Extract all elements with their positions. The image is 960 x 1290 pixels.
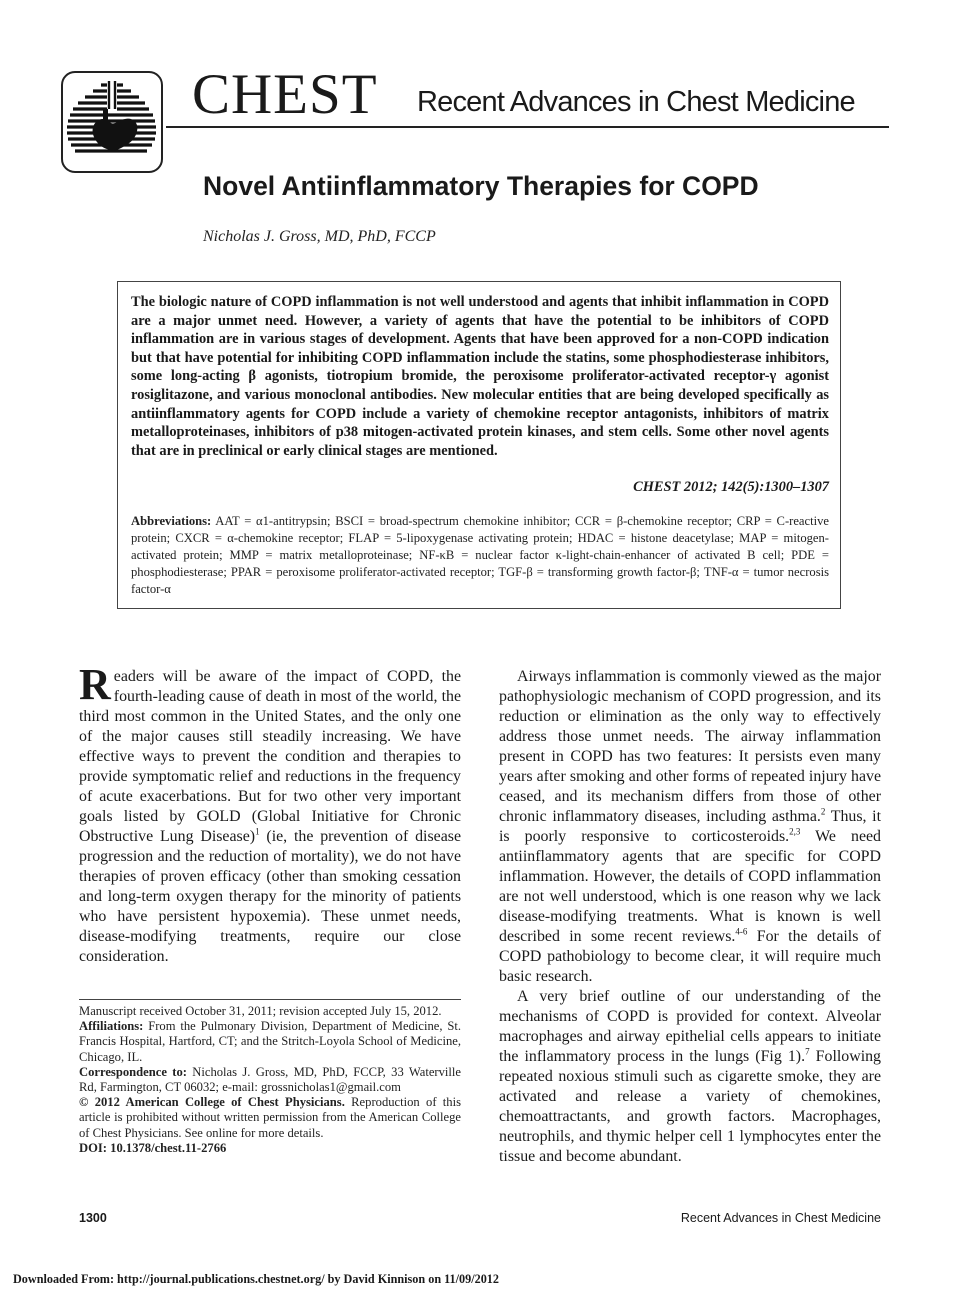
body-column-left — [79, 660, 461, 967]
paragraph — [79, 660, 461, 967]
doi-note — [79, 1141, 461, 1156]
reference-marker[interactable]: 2 — [820, 806, 826, 817]
copyright-label: © 2012 American College of Chest Physicians. — [79, 1095, 345, 1110]
running-title: Recent Advances in Chest Medicine — [680, 1211, 881, 1225]
chest-lungs-logo-icon — [63, 73, 161, 171]
affiliations-label: Affiliations: — [79, 1019, 144, 1034]
journal-logo — [61, 71, 163, 173]
reference-marker[interactable]: 4-6 — [735, 926, 748, 937]
doi-label: DOI: — [79, 1140, 107, 1155]
abstract-citation: CHEST 2012; 142(5):1300–1307 — [633, 479, 829, 495]
abbreviations-text: AAT = α1-antitrypsin; BSCI = broad-spectrum chemokine inhibitor; CCR = β-chemokine receptor; CRP = C-reactive protein; CXCR = α-chemokine receptor; FLAP = 5-lipoxygenase activating protein; HDAC = histone deacetylase; MAP = mitogen-activated protein; MMP = matrix metalloproteinase; NF-κB = nuclear factor κ-light-chain-enhancer of activated B cell; PDE = phosphodiesterase; PPAR = peroxisome proliferator-activated receptor; TGF-β = transforming growth factor-β; TNF-α = tumor necrosis factor-α — [131, 514, 829, 596]
text-run: Following repeated noxious stimuli such as cigarette smoke, they are activated and release a variety of chemokines, chemoattractants, and growth factors. Macrophages, neutrophils, and thymic helper cell 1 lymphocytes enter the tissue and become abundant. — [499, 1048, 882, 1165]
text-run: (ie, the prevention of disease progression and the reduction of mortality), we do not have therapies of proven efficacy (other than smoking cessation and long-term oxygen therapy for the minority of patients who have persistent hypoxemia). These unmet needs, disease-modifying treatments, require our close consideration. — [79, 828, 461, 965]
article-title: Novel Antiinflammatory Therapies for COPD — [203, 171, 759, 201]
reference-marker[interactable]: 7 — [805, 1046, 810, 1057]
paragraph — [499, 987, 881, 1167]
download-line: Downloaded From: http://journal.publications.chestnet.org/ by David Kinnison on 11/09/2012 — [13, 1272, 499, 1286]
text-run: We need antiinflammatory agents that are specific for COPD inflammation. However, the details of COPD inflammation are not well understood, which is one reason why we lack disease-modifying treatments. What is known is well described in some recent reviews. — [499, 828, 882, 945]
abbreviations-label: Abbreviations: — [131, 514, 212, 528]
text-run: For the details of COPD pathobiology to become clear, it will require much basic research. — [499, 928, 881, 985]
text-run: A very brief outline of our understanding of the mechanisms of COPD is provided for context. Alveolar macrophages and airway epithelial cells appears to initiate the inflammatory process in the lungs (Fig 1). — [499, 988, 881, 1065]
affiliations-note — [79, 1019, 461, 1065]
text-run: eaders will be aware of the impact of COPD, the fourth-leading cause of death in most of the world, the third most common in the United States, and the only one of the major causes still steadily increasing. We have effective ways to prevent the condition and therapies to provide symptomatic relief and reductions in the frequency of acute exacerbations. But for two other very important goals listed by GOLD (Global Initiative for Chronic Obstructive Lung Disease) — [79, 668, 461, 845]
text-run: Thus, it is poorly responsive to corticosteroids. — [499, 808, 881, 845]
header-rule — [166, 126, 889, 128]
series-title: Recent Advances in Chest Medicine — [417, 86, 855, 118]
correspondence-note — [79, 1065, 461, 1095]
page-number: 1300 — [79, 1211, 107, 1225]
footnote-rule — [79, 999, 461, 1000]
paragraph — [499, 667, 881, 987]
reference-marker[interactable]: 1 — [255, 826, 260, 837]
text-run: Airways inflammation is commonly viewed as the major pathophysiologic mechanism of COPD progression, and its reduction or elimination as the only way to effectively address those unmet needs. The airway inflammation present in COPD has two features: It persists even many years after smoking and other forms of repeated injury have ceased, and its mechanism differs from those of other chronic inflammatory diseases, including asthma. — [499, 668, 881, 825]
footnotes — [79, 1004, 461, 1156]
copyright-note — [79, 1095, 461, 1141]
body-column-right — [499, 667, 881, 1167]
reference-marker[interactable]: 2,3 — [789, 826, 801, 837]
copyright-text: Reproduction of this article is prohibited without written permission from the American College of Chest Physicians. See online for more details. — [79, 1095, 462, 1140]
correspondence-text: Nicholas J. Gross, MD, PhD, FCCP, 33 Waterville Rd, Farmington, CT 06032; e-mail: grossnicholas1@gmail.com — [79, 1064, 461, 1095]
abbreviations — [131, 513, 829, 598]
drop-cap: R — [79, 660, 111, 709]
manuscript-note: Manuscript received October 31, 2011; revision accepted July 15, 2012. — [79, 1004, 442, 1018]
abstract-text: The biologic nature of COPD inflammation is not well understood and agents that inhibit inflammation in COPD are a major unmet need. However, a variety of agents that have the potential to be inhibitors of COPD inflammation are in various stages of development. Agents that have been approved for a non-COPD indication but that have potential for inhibiting COPD inflammation include the statins, some phosphodiesterase inhibitors, some long-acting β agonists, tiotropium bromide, the peroxisome proliferator-activated receptor-γ agonist rosiglitazone, and various monoclonal antibodies. New molecular entities that are being developed specifically as antiinflammatory agents for COPD include a variety of chemokine receptor antagonists, inhibitors of matrix metalloproteinases, inhibitors of p38 mitogen-activated protein kinases, and stem cells. Some other novel agents that are in preclinical or early clinical stages are mentioned. — [131, 294, 829, 459]
journal-name: CHEST — [192, 63, 378, 126]
article-author: Nicholas J. Gross, MD, PhD, FCCP — [203, 228, 436, 245]
correspondence-label: Correspondence to: — [79, 1064, 187, 1079]
doi-link[interactable]: 10.1378/chest.11-2766 — [110, 1140, 227, 1155]
affiliations-text: From the Pulmonary Division, Department of Medicine, St. Francis Hospital, Hartford, CT; and the Stritch-Loyola School of Medicine, Chicago, IL. — [79, 1019, 461, 1064]
